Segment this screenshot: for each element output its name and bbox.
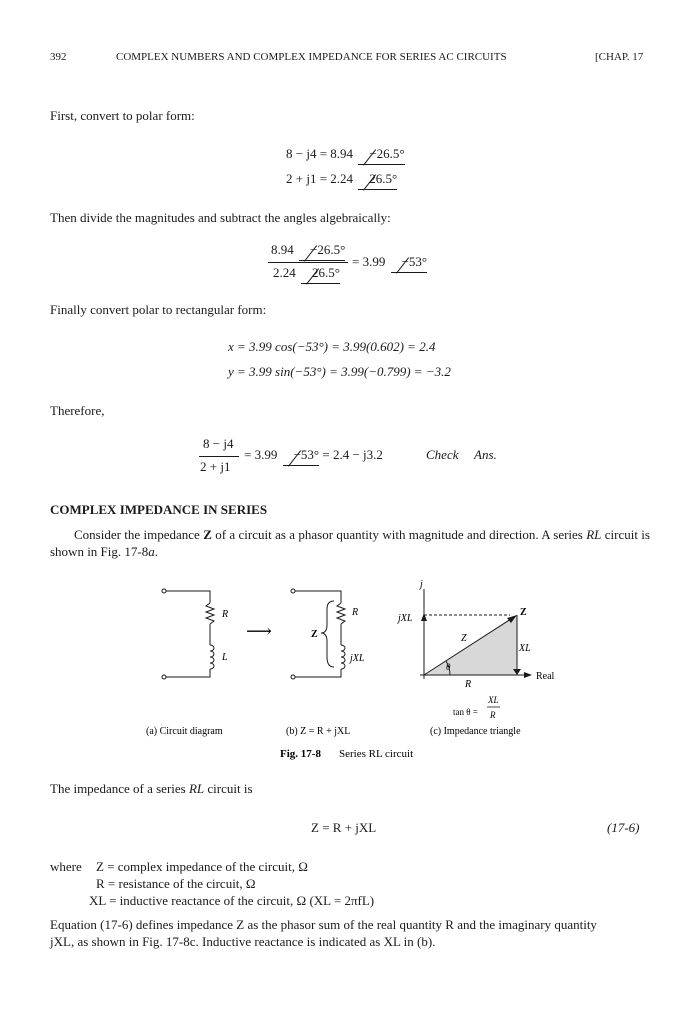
impedance-triangle-c (420, 589, 530, 679)
resistor-zigzag (206, 603, 214, 624)
terminal-top (291, 589, 295, 593)
angle-symbol: −53° (283, 447, 320, 463)
label-xl-c: XL (519, 643, 531, 654)
final-denominator: 2 + j1 (200, 459, 231, 474)
intro-text: The impedance of a series (50, 781, 189, 796)
step4-intro: Therefore, (50, 403, 105, 418)
where-label: where (50, 859, 82, 874)
inductor-coil (210, 645, 214, 669)
closing-line-1: Equation (17-6) defines impedance Z as the phasor sum of the real quantity R and the imaginary quantity (50, 917, 597, 932)
label-z-b: Z (311, 629, 318, 640)
definition-z: Z = complex impedance of the circuit, Ω (96, 859, 308, 874)
definition-xl: XL = inductive reactance of the circuit, Ω (XL = 2πfL) (89, 893, 375, 908)
label-j: j (420, 579, 423, 590)
x-equation: x = 3.99 cos(−53°) = 3.99(0.602) = 2.4 (228, 339, 436, 354)
chapter-label: [CHAP. 17 (595, 51, 644, 63)
inductor-coil (341, 645, 345, 669)
final-numerator: 8 − j4 (203, 436, 234, 451)
intro-text: circuit is (204, 781, 253, 796)
label-r-a: R (222, 609, 229, 620)
impedance-formula: Z = R + jXL (311, 820, 377, 835)
final-rectangular: = 2.4 − j3.2 (322, 447, 383, 462)
intro-RL: RL (188, 781, 205, 796)
label-z-c-tip: Z (520, 607, 527, 618)
step1-intro: First, convert to polar form: (50, 108, 195, 123)
angle-symbol: −53° (391, 254, 428, 270)
para-Z: Z (203, 527, 212, 542)
terminal-top (162, 589, 166, 593)
wire (166, 669, 210, 677)
label-r-c: R (465, 679, 472, 690)
angle-symbol: 26.5° (358, 171, 397, 187)
angle-symbol: −26.5° (299, 242, 345, 258)
circuit-diagram-b (291, 589, 345, 679)
page-number: 392 (50, 51, 67, 63)
eq-polar-2-lhs: 2 + j1 = 2.24 (286, 171, 354, 186)
tan-formula: tan θ = (453, 707, 478, 717)
numerator-magnitude: 8.94 (271, 242, 294, 257)
label-z-c: Z (461, 633, 467, 644)
label-theta: θ (446, 662, 451, 672)
figure-17-8 (0, 575, 698, 775)
section-heading: COMPLEX IMPEDANCE IN SERIES (50, 502, 268, 517)
eq-polar-1 (286, 146, 405, 162)
caption-c: (c) Impedance triangle (430, 726, 521, 737)
caption-a: (a) Circuit diagram (146, 726, 223, 737)
para-text: circuit is shown in Fig. 17-8 (50, 527, 650, 559)
step3-intro: Finally convert polar to rectangular form: (50, 302, 267, 317)
eq-polar-1-lhs: 8 − j4 = 8.94 (286, 146, 354, 161)
step2-intro: Then divide the magnitudes and subtract the angles algebraically: (50, 210, 391, 225)
arrowhead (421, 613, 427, 621)
tan-numerator: XL (488, 695, 499, 705)
caption-b: (b) Z = R + jXL (286, 726, 351, 737)
label-r-b: R (352, 607, 359, 618)
para-text: Consider the impedance (74, 527, 204, 542)
wire (295, 591, 341, 603)
angle-symbol: −26.5° (358, 146, 404, 162)
wire (295, 669, 341, 677)
section-paragraph (50, 526, 650, 560)
final-result (244, 447, 383, 463)
fraction-bar (199, 456, 239, 457)
result-magnitude: = 3.99 (352, 254, 386, 269)
impedance-intro (50, 781, 253, 797)
label-jxl-b: jXL (350, 653, 365, 664)
y-equation: y = 3.99 sin(−53°) = 3.99(−0.799) = −3.2 (228, 364, 451, 379)
fraction-bar (268, 262, 348, 263)
eq-polar-2 (286, 171, 397, 187)
denominator-magnitude: 2.24 (273, 265, 296, 280)
para-letter: a (148, 544, 155, 559)
terminal-bottom (162, 675, 166, 679)
resistor-zigzag (337, 603, 345, 624)
division-numerator (271, 242, 345, 258)
label-real: Real (536, 671, 555, 682)
final-magnitude: = 3.99 (244, 447, 278, 462)
closing-line-2: jXL, as shown in Fig. 17-8c. Inductive reactance is indicated as XL in (b). (50, 934, 436, 949)
definition-r: R = resistance of the circuit, Ω (96, 876, 256, 891)
circuit-diagram-a (162, 589, 214, 679)
label-jxl-c: jXL (398, 613, 413, 624)
division-result (352, 254, 427, 270)
para-RL: RL (586, 527, 602, 542)
para-text: of a circuit as a phasor quantity with magnitude and direction. A series (211, 527, 587, 542)
terminal-bottom (291, 675, 295, 679)
arrowhead (524, 672, 532, 678)
ans-label: Ans. (474, 447, 497, 462)
para-text: . (154, 544, 158, 559)
check-label: Check (426, 447, 459, 462)
figure-title: Series RL circuit (339, 748, 414, 760)
division-denominator (273, 265, 340, 281)
equation-number: (17-6) (607, 820, 640, 835)
arrow-icon: ⟶ (246, 621, 272, 641)
angle-symbol: 26.5° (301, 265, 340, 281)
figure-number: Fig. 17-8 (280, 748, 321, 760)
brace (321, 601, 334, 667)
wire (166, 591, 210, 603)
running-title: COMPLEX NUMBERS AND COMPLEX IMPEDANCE FOR SERIES AC CIRCUITS (116, 51, 507, 63)
tan-denominator: R (490, 710, 496, 720)
label-l-a: L (222, 652, 228, 663)
